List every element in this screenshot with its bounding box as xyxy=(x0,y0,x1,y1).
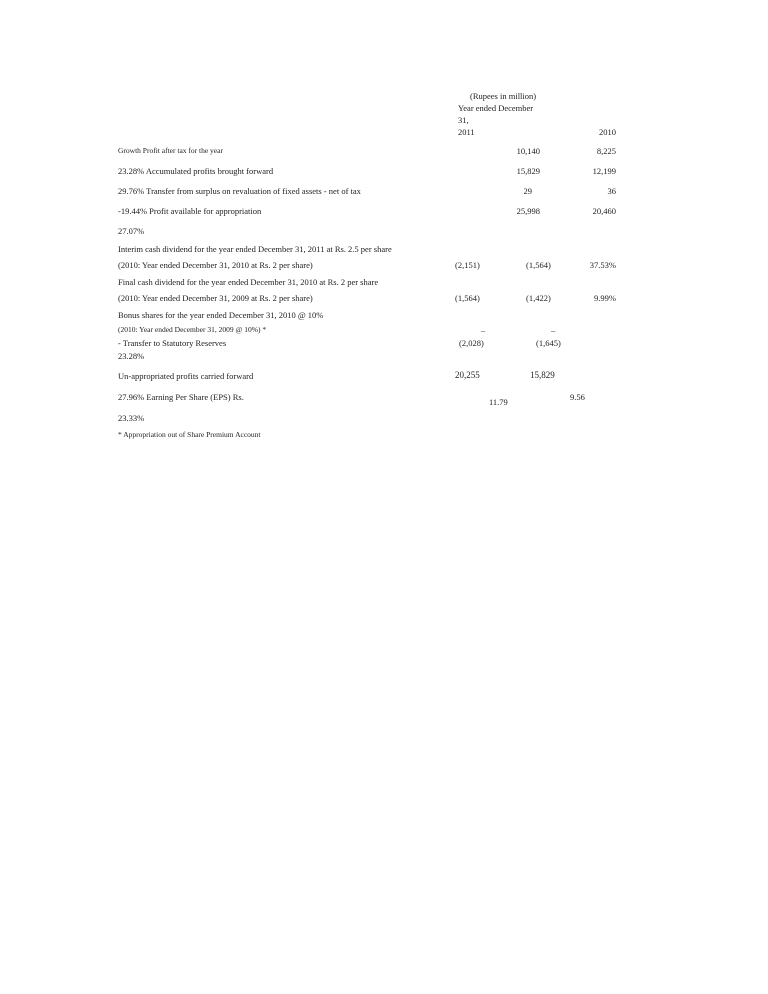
percent-27-07: 27.07% xyxy=(118,226,145,236)
row-growth-profit-2010: 8,225 xyxy=(596,146,616,156)
row-unappropriated-2011: 20,255 xyxy=(455,370,480,380)
row-eps-2011: 11.79 xyxy=(489,397,508,407)
period-label-line1: Year ended December xyxy=(458,103,534,113)
row-profit-available-label: -19.44% Profit available for appropriation xyxy=(118,206,262,216)
row-bonus-line1: Bonus shares for the year ended December 31, 2010 @ 10% xyxy=(118,310,324,320)
row-transfer-surplus-2010: 36 xyxy=(607,186,616,196)
row-profit-available-2010: 20,460 xyxy=(592,206,616,216)
row-transfer-surplus-2011: 29 xyxy=(523,186,532,196)
row-bonus-percent: 23.28% xyxy=(118,351,145,361)
row-growth-profit-label: Growth Profit after tax for the year xyxy=(118,146,223,155)
footnote: * Appropriation out of Share Premium Account xyxy=(118,430,261,439)
row-accumulated-label: 23.28% Accumulated profits brought forward xyxy=(118,166,274,176)
row-interim-2010: (1,564) xyxy=(526,260,551,270)
row-interim-line1: Interim cash dividend for the year ended December 31, 2011 at Rs. 2.5 per share xyxy=(118,244,392,254)
row-eps-2010: 9.56 xyxy=(570,392,585,402)
row-interim-line2: (2010: Year ended December 31, 2010 at Rs. 2 per share) xyxy=(118,260,313,270)
row-interim-2011: (2,151) xyxy=(455,260,480,270)
row-final-line1: Final cash dividend for the year ended December 31, 2010 at Rs. 2 per share xyxy=(118,277,379,287)
row-final-2011: (1,564) xyxy=(455,293,480,303)
row-interim-percent: 37.53% xyxy=(589,260,616,270)
row-final-line2: (2010: Year ended December 31, 2009 at Rs. 2 per share) xyxy=(118,293,313,303)
column-header-2010: 2010 xyxy=(599,127,616,137)
row-unappropriated-2010: 15,829 xyxy=(530,370,555,380)
row-eps-label: 27.96% Earning Per Share (EPS) Rs. xyxy=(118,392,244,402)
row-growth-profit-2011: 10,140 xyxy=(516,146,540,156)
period-label-line2: 31, xyxy=(458,115,469,125)
column-header-2011: 2011 xyxy=(458,127,475,137)
row-final-percent: 9.99% xyxy=(594,293,616,303)
row-bonus-2010: (1,645) xyxy=(536,338,561,348)
row-bonus-line3: - Transfer to Statutory Reserves xyxy=(118,338,227,348)
row-bonus-dash-2010: – xyxy=(551,325,556,335)
row-bonus-2011: (2,028) xyxy=(459,338,484,348)
row-transfer-surplus-label: 29.76% Transfer from surplus on revaluation of fixed assets - net of tax xyxy=(118,186,361,196)
row-profit-available-2011: 25,998 xyxy=(516,206,540,216)
row-accumulated-2011: 15,829 xyxy=(516,166,540,176)
row-bonus-line2: (2010: Year ended December 31, 2009 @ 10%) * xyxy=(118,325,267,334)
unit-label: (Rupees in million) xyxy=(470,91,537,101)
percent-23-33: 23.33% xyxy=(118,413,145,423)
row-final-2010: (1,422) xyxy=(526,293,551,303)
row-unappropriated-label: Un-appropriated profits carried forward xyxy=(118,371,254,381)
row-bonus-dash-2011: – xyxy=(481,325,486,335)
row-accumulated-2010: 12,199 xyxy=(592,166,616,176)
